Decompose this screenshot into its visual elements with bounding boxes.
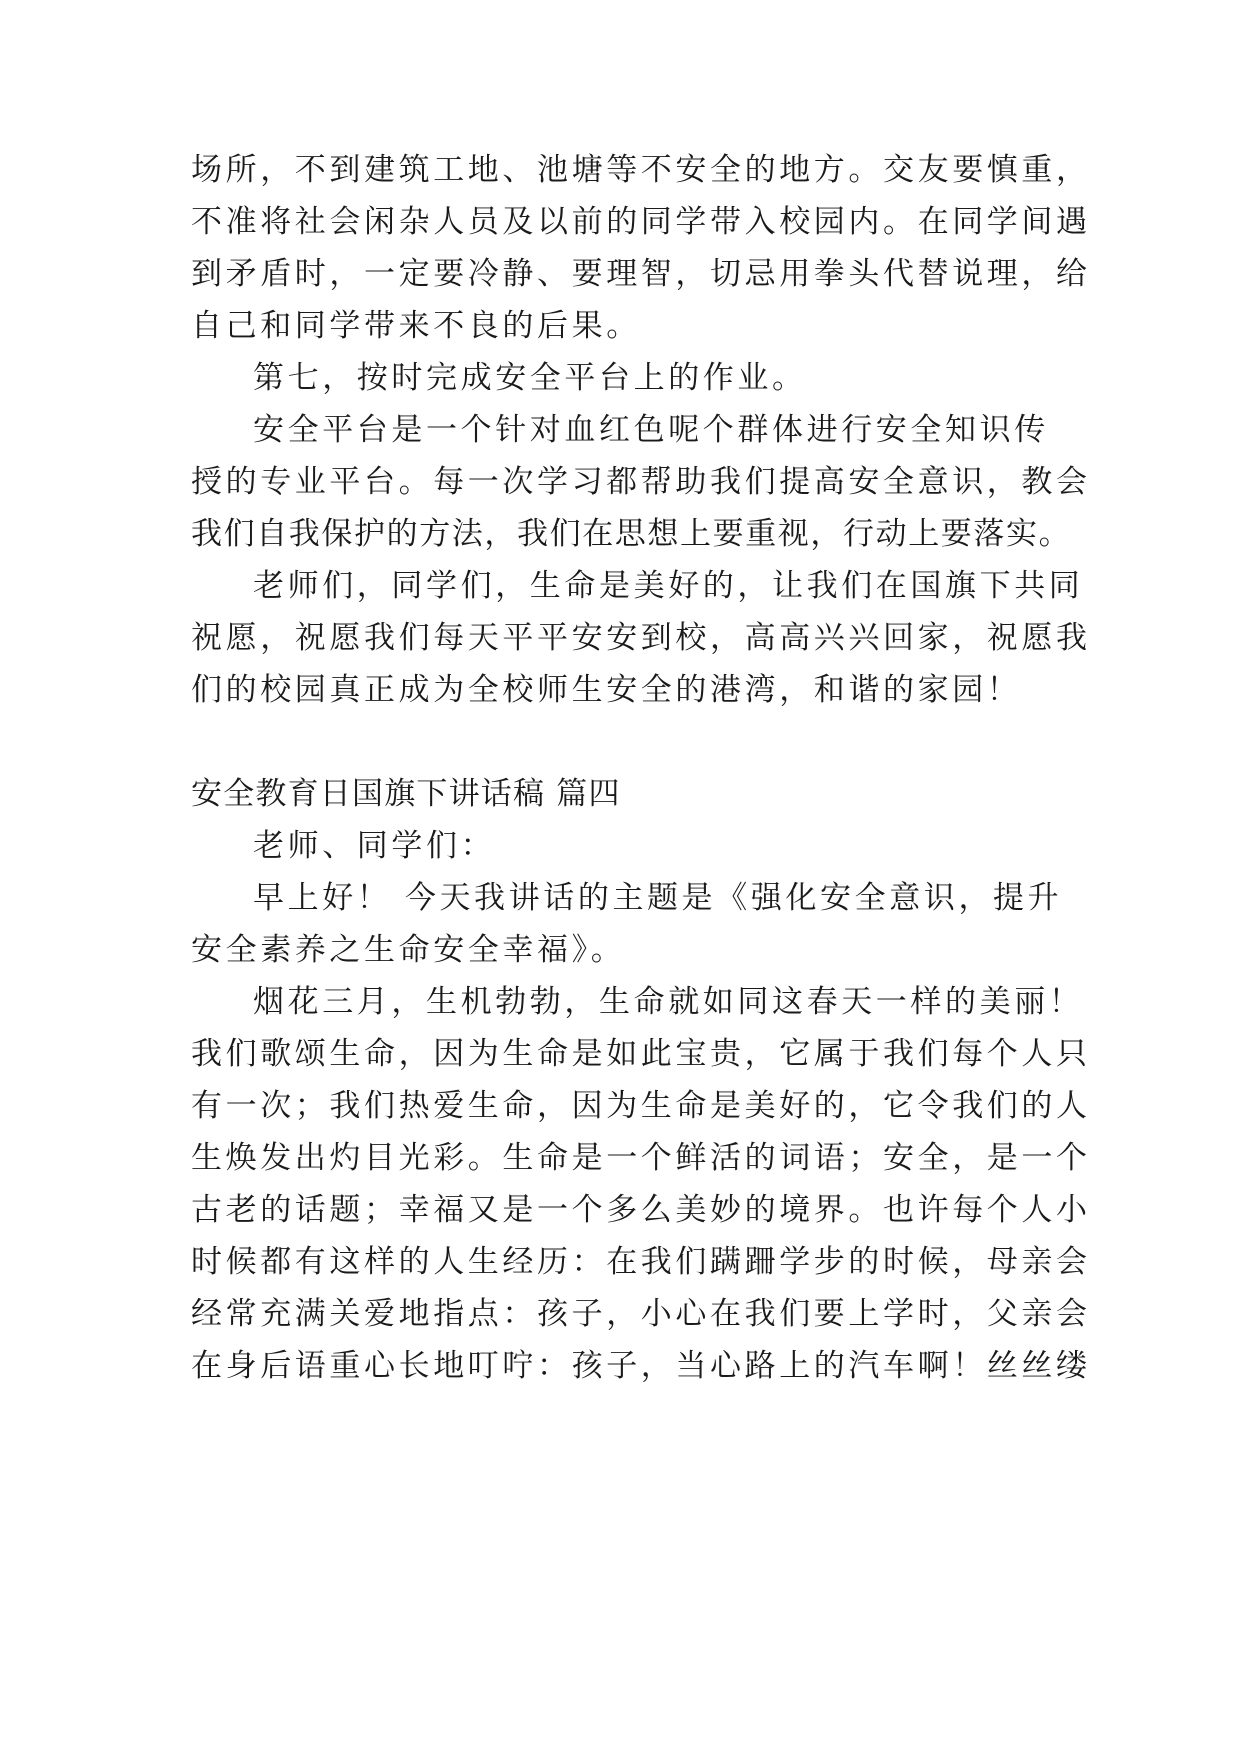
text-line: 老师们，同学们，生命是美好的，让我们在国旗下共同 <box>253 568 1084 604</box>
text-line: 我们自我保护的方法，我们在思想上要重视，行动上要落实。 <box>191 516 1072 552</box>
text-line: 安全素养之生命安全幸福》。 <box>191 932 626 968</box>
text-line: 自己和同学带来不良的后果。 <box>191 308 641 344</box>
text-line: 早上好！ 今天我讲话的主题是《强化安全意识，提升 <box>253 880 1063 916</box>
text-line: 烟花三月，生机勃勃，生命就如同这春天一样的美丽！ <box>253 984 1084 1020</box>
text-line: 时候都有这样的人生经历：在我们蹒跚学步的时候，母亲会 <box>191 1244 1091 1280</box>
text-line: 有一次；我们热爱生命，因为生命是美好的，它令我们的人 <box>191 1088 1091 1124</box>
text-line: 古老的话题；幸福又是一个多么美妙的境界。也许每个人小 <box>191 1192 1091 1228</box>
text-line: 安全平台是一个针对血红色呢个群体进行安全知识传 <box>253 412 1049 448</box>
point-seven-heading: 第七，按时完成安全平台上的作业。 <box>253 360 807 396</box>
text-line: 们的校园真正成为全校师生安全的港湾，和谐的家园！ <box>191 672 1022 708</box>
text-line: 在身后语重心长地叮咛：孩子，当心路上的汽车啊！丝丝缕 <box>191 1348 1091 1384</box>
section-heading: 安全教育日国旗下讲话稿 篇四 <box>191 776 621 812</box>
text-line: 场所，不到建筑工地、池塘等不安全的地方。交友要慎重， <box>191 152 1091 188</box>
text-line: 生焕发出灼目光彩。生命是一个鲜活的词语；安全，是一个 <box>191 1140 1091 1176</box>
text-line: 授的专业平台。每一次学习都帮助我们提高安全意识，教会 <box>191 464 1091 500</box>
text-line: 到矛盾时，一定要冷静、要理智，切忌用拳头代替说理，给 <box>191 256 1091 292</box>
salutation: 老师、同学们： <box>253 828 496 864</box>
text-line: 祝愿，祝愿我们每天平平安安到校，高高兴兴回家，祝愿我 <box>191 620 1091 656</box>
text-line: 经常充满关爱地指点：孩子，小心在我们要上学时，父亲会 <box>191 1296 1091 1332</box>
text-line: 不准将社会闲杂人员及以前的同学带入校园内。在同学间遇 <box>191 204 1091 240</box>
text-line: 我们歌颂生命，因为生命是如此宝贵，它属于我们每个人只 <box>191 1036 1091 1072</box>
